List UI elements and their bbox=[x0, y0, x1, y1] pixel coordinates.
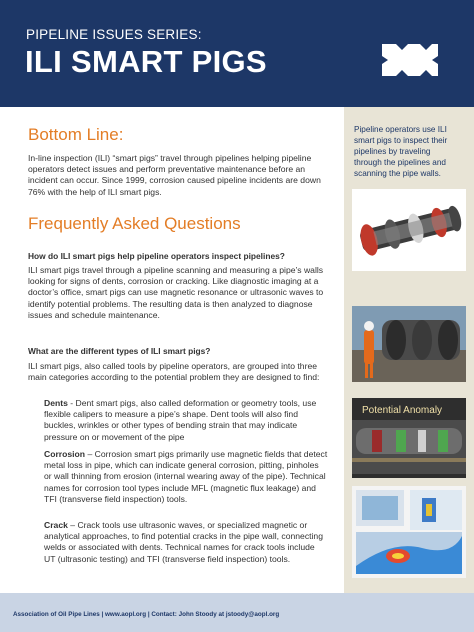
corrosion-text: – Corrosion smart pigs primarily use magnetic fields that detect metal loss in pipe, which can indicate general corrosion, pitting, pinholes or wall thinning from erosion (internal wearing away of the pipe). Technical names for corrosion tool types include MFL (magnetic flux leakage) and TFI (transverse field inspection) tools. bbox=[44, 449, 328, 504]
crack-label: Crack bbox=[44, 520, 68, 530]
crack-item bbox=[44, 520, 328, 565]
question-1: How do ILI smart pigs help pipeline operators inspect pipelines? bbox=[28, 251, 285, 261]
bottom-line-text: In-line inspection (ILI) “smart pigs” travel through pipelines helping pipeline operators detect issues and perform preventative maintenance before an incident can occur. Since 1999, corrosion caused pipeline incidents are down 76% with the help of ILI smart pigs. bbox=[28, 153, 321, 197]
bottom-line-heading: Bottom Line: bbox=[28, 125, 124, 144]
sidebar-caption: Pipeline operators use ILI smart pigs to inspect their pipelines by traveling through the pipelines and scanning the pipe walls. bbox=[354, 125, 448, 178]
footer-text: Association of Oil Pipe Lines | www.aopl.org | Contact: John Stoody at jstoody@aopl.org bbox=[13, 611, 280, 618]
page-title: ILI SMART PIGS bbox=[25, 44, 267, 79]
answer-1: ILI smart pigs travel through a pipeline scanning and measuring a pipe’s walls looking for signs of dents, corrosion or cracking. Like diagnostic imaging at a doctor’s office, smart pigs can use magnetic resonance or ultrasonic waves to identify potential problems. The resulting data is then analyzed to diagnose issues and schedule maintenance. bbox=[28, 265, 324, 320]
aopl-pipeline-logo-icon bbox=[380, 42, 440, 78]
anomaly-diagram bbox=[352, 398, 466, 478]
dents-label: Dents bbox=[44, 398, 68, 408]
worker-photo bbox=[352, 306, 466, 382]
question-2: What are the different types of ILI smart pigs? bbox=[28, 346, 211, 356]
faq-heading: Frequently Asked Questions bbox=[28, 214, 241, 233]
scan-data-image bbox=[352, 486, 466, 578]
dents-item bbox=[44, 398, 328, 443]
anomaly-label: Potential Anomaly bbox=[362, 405, 443, 416]
corrosion-item bbox=[44, 449, 328, 505]
answer-2: ILI smart pigs, also called tools by pipeline operators, are grouped into three main categories according to the potential problem they are designed to find: bbox=[28, 361, 320, 383]
series-label: PIPELINE ISSUES SERIES: bbox=[26, 27, 202, 42]
crack-text: – Crack tools use ultrasonic waves, or specialized magnetic or analytical approaches, to find potential cracks in the pipe wall, connecting welds or associated with dents. Technical names for crack tools include UT (ultrasonic testing) and TFI (transverse field inspection) tools. bbox=[44, 520, 323, 564]
corrosion-label: Corrosion bbox=[44, 449, 86, 459]
dents-text: - Dent smart pigs, also called deformation or geometry tools, use flexible calipers to measure a pipe’s shape. Dent tools will also find buckles, wrinkles or other types of bending strain that may indicate pressure on or movement of the pipe bbox=[44, 398, 317, 442]
smart-pig-photo bbox=[352, 189, 466, 271]
